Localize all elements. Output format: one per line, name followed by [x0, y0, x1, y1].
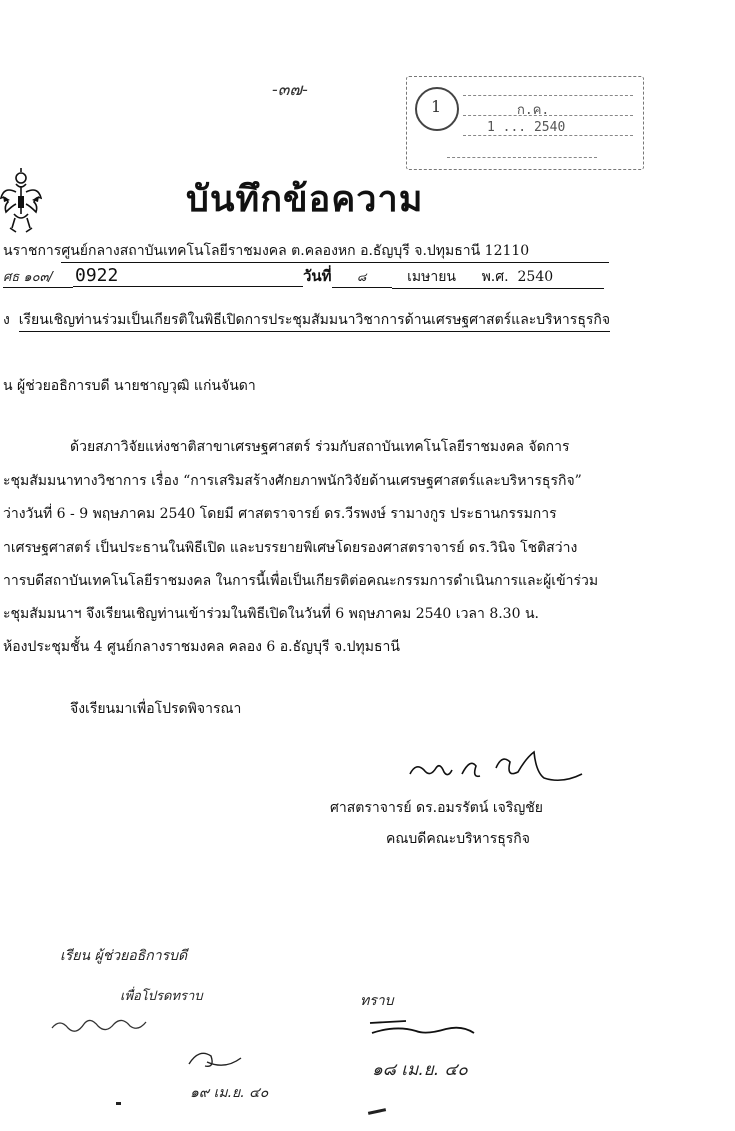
year-value: 2540	[517, 269, 554, 285]
handwritten-date-1: ๑๙ เม.ย. ๔๐	[190, 1085, 269, 1101]
agency-value: ศูนย์กลางสถาบันเทคโนโลยีราชมงคล ต.คลองหก อ.ธัญบุรี จ.ปทุมธานี 12110	[61, 240, 609, 263]
agency-label: นราชการ	[3, 243, 62, 259]
ref-prefix: ศธ ๑๐๓/	[3, 266, 73, 288]
body-line-4: าเศรษฐศาสตร์ เป็นประธานในพิธีเปิด และบรรยายพิเศษโดยรองศาสตราจารย์ ดร.วินิจ โชติสว่าง	[3, 540, 578, 556]
ref-number: 0922	[73, 265, 303, 287]
subject-value: เรียนเชิญท่านร่วมเป็นเกียรติในพิธีเปิดการประชุมสัมมนาวิชาการด้านเศรษฐศาสตร์และบริหารธุรกิจ	[19, 309, 610, 332]
receipt-stamp	[406, 76, 644, 170]
handwritten-date-2: ๑๘ เม.ย. ๔๐	[372, 1060, 468, 1080]
stamp-circle: 1	[415, 87, 459, 131]
body-line-1: ด้วยสภาวิจัยแห่งชาติสาขาเศรษฐศาสตร์ ร่วมกับสถาบันเทคโนโลยีราชมงคล จัดการ	[70, 439, 570, 455]
body-line-7: ห้องประชุมชั้น 4 ศูนย์กลางราชมงคล คลอง 6 อ.ธัญบุรี จ.ปทุมธานี	[3, 639, 400, 655]
handwritten-initials	[185, 1046, 245, 1074]
year-label: พ.ศ.	[481, 269, 509, 285]
signature-image	[406, 748, 586, 788]
stamp-line-2: 1 ... 2540	[487, 120, 566, 135]
subject-label: ง	[3, 312, 10, 328]
subject-row	[3, 309, 610, 332]
ink-dash	[368, 1108, 386, 1115]
date-label: วันที่	[303, 267, 332, 285]
date-day: ๘	[332, 268, 392, 288]
handwritten-note-2: เพื่อโปรดทราบ	[120, 989, 203, 1004]
signer-position: คณบดีคณะบริหารธุรกิจ	[386, 831, 530, 847]
agency-row	[3, 240, 609, 263]
date-month: เมษายน	[392, 266, 472, 289]
garuda-emblem-icon	[0, 168, 42, 234]
closing-line: จึงเรียนมาเพื่อโปรดพิจารณา	[70, 701, 242, 717]
handwritten-signature-2	[366, 1015, 476, 1045]
memo-title: บันทึกข้อความ	[186, 178, 424, 220]
body-line-5: าารบดีสถาบันเทคโนโลยีราชมงคล ในการนี้เพื่อเป็นเกียรติต่อคณะกรรมการดำเนินการและผู้เข้าร่วม	[3, 573, 599, 589]
stamp-line-1: ก.ค.	[517, 103, 550, 118]
handwritten-note-1: เรียน ผู้ช่วยอธิการบดี	[60, 948, 188, 964]
signer-name: ศาสตราจารย์ ดร.อมรรัตน์ เจริญชัย	[330, 800, 543, 816]
ref-date-row	[3, 264, 643, 289]
handwritten-note-3: ทราบ	[360, 993, 394, 1009]
body-line-6: ะชุมสัมมนาฯ จึงเรียนเชิญท่านเข้าร่วมในพิธีเปิดในวันที่ 6 พฤษภาคม 2540 เวลา 8.30 น.	[3, 606, 539, 622]
ink-dot	[116, 1102, 121, 1105]
salutation: น ผู้ช่วยอธิการบดี นายชาญวุฒิ แก่นจันดา	[3, 378, 256, 394]
body-line-3: ว่างวันที่ 6 - 9 พฤษภาคม 2540 โดยมี ศาสตราจารย์ ดร.วีรพงษ์ รามางกูร ประธานกรรมการ	[3, 506, 557, 522]
body-line-2: ะชุมสัมมนาทางวิชาการ เรื่อง “การเสริมสร้างศักยภาพนักวิจัยด้านเศรษฐศาสตร์และบริหารธุรกิจ”	[3, 473, 582, 489]
page-number: -๓๗-	[272, 80, 308, 100]
handwritten-scribble-1	[50, 1010, 150, 1040]
